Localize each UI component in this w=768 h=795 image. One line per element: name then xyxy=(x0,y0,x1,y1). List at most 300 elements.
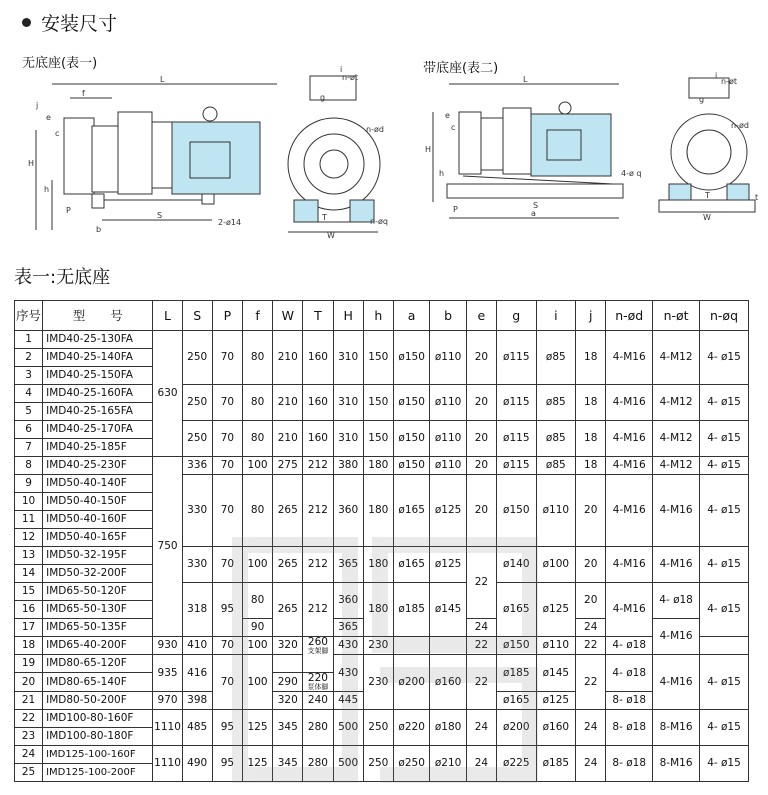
cell-T: 212 xyxy=(303,475,333,547)
cell-a: ø150 xyxy=(393,457,429,475)
drawing-with-base xyxy=(423,72,763,222)
row-number: 5 xyxy=(15,403,43,421)
section-heading xyxy=(22,9,117,36)
model-cell: IMD65-50-120F xyxy=(43,583,153,601)
cell-a: ø250 xyxy=(393,746,429,782)
row-number: 9 xyxy=(15,475,43,493)
model-cell: IMD40-25-170FA xyxy=(43,421,153,439)
cell-H: 360 xyxy=(333,583,363,619)
cell-nt: 4-M16 xyxy=(653,619,700,655)
table-row xyxy=(15,746,749,764)
svg-text:i: i xyxy=(340,65,343,74)
cell-h: 250 xyxy=(363,746,393,782)
cell-nq: 4- ø15 xyxy=(699,421,748,457)
cell-H: 380 xyxy=(333,457,363,475)
cell-nt: 4-M12 xyxy=(653,421,700,457)
model-cell: IMD40-25-140FA xyxy=(43,349,153,367)
cell-L: 930 xyxy=(153,637,182,655)
header-cell: L xyxy=(153,301,182,331)
svg-text:S: S xyxy=(533,201,539,210)
cell-S: 398 xyxy=(182,692,212,710)
svg-text:h: h xyxy=(439,169,445,178)
dimension-table xyxy=(14,300,749,782)
model-cell: IMD100-80-160F xyxy=(43,710,153,728)
cell-S: 485 xyxy=(182,710,212,746)
cell-nd: 4- ø18 xyxy=(606,655,653,692)
cell-H: 365 xyxy=(333,547,363,583)
cell-e: 20 xyxy=(466,475,496,547)
cell-S: 250 xyxy=(182,385,212,421)
cell-j: 22 xyxy=(576,655,606,710)
row-number: 15 xyxy=(15,583,43,601)
table-row xyxy=(15,421,749,439)
cell-e: 22 xyxy=(466,547,496,619)
model-cell: IMD40-25-150FA xyxy=(43,367,153,385)
cell-nd: 8- ø18 xyxy=(606,746,653,782)
model-cell: IMD50-40-165F xyxy=(43,529,153,547)
cell-f: 80 xyxy=(242,421,272,457)
model-cell: IMD50-40-140F xyxy=(43,475,153,493)
cell-S: 330 xyxy=(182,547,212,583)
model-cell: IMD40-25-185F xyxy=(43,439,153,457)
cell-i: ø110 xyxy=(536,637,576,655)
cell-T-value: 260 xyxy=(307,636,328,648)
table-row xyxy=(15,637,749,655)
cell-e: 20 xyxy=(466,385,496,421)
table-title: 表一:无底座 xyxy=(14,267,111,288)
cell-b: ø180 xyxy=(430,710,466,746)
row-number: 24 xyxy=(15,746,43,764)
cell-a: ø200 xyxy=(393,655,429,710)
svg-text:T: T xyxy=(322,213,327,222)
section-heading-text: 安装尺寸 xyxy=(41,13,118,35)
cell-L: 630 xyxy=(153,331,182,457)
cell-i: ø125 xyxy=(536,583,576,637)
cell-W: 345 xyxy=(273,710,303,746)
cell-L: 970 xyxy=(153,692,182,710)
svg-text:f: f xyxy=(82,89,85,98)
cell-e: 22 xyxy=(466,637,496,655)
svg-text:n-øt: n-øt xyxy=(721,77,737,86)
cell-W: 265 xyxy=(273,583,303,637)
cell-i: ø145 xyxy=(536,655,576,692)
cell-j: 22 xyxy=(576,637,606,655)
svg-text:L: L xyxy=(160,75,165,84)
svg-text:g: g xyxy=(699,95,705,104)
cell-nq: 4- ø15 xyxy=(699,385,748,421)
cell-nd: 4-M16 xyxy=(606,331,653,385)
cell-nd: 4-M16 xyxy=(606,421,653,457)
cell-T xyxy=(303,637,333,673)
cell-f: 100 xyxy=(242,637,272,655)
cell-f: 125 xyxy=(242,746,272,782)
cell-e: 24 xyxy=(466,746,496,782)
cell-P: 95 xyxy=(212,746,242,782)
cell-e: 20 xyxy=(466,421,496,457)
cell-T: 160 xyxy=(303,331,333,385)
cell-W: 265 xyxy=(273,547,303,583)
foot-note-bracket: 支架脚 xyxy=(307,647,329,655)
header-cell: j xyxy=(576,301,606,331)
cell-T: 212 xyxy=(303,583,333,637)
row-number: 21 xyxy=(15,692,43,710)
row-number: 13 xyxy=(15,547,43,565)
cell-j: 24 xyxy=(576,619,606,637)
cell-b: ø110 xyxy=(430,421,466,457)
cell-P: 95 xyxy=(212,710,242,746)
model-cell: IMD40-25-230F xyxy=(43,457,153,475)
cell-W: 210 xyxy=(273,385,303,421)
cell-W: 320 xyxy=(273,692,303,710)
table-row xyxy=(15,710,749,728)
cell-e: 20 xyxy=(466,331,496,385)
row-number: 18 xyxy=(15,637,43,655)
cell-i: ø125 xyxy=(536,692,576,710)
cell-i: ø100 xyxy=(536,547,576,583)
cell-j: 24 xyxy=(576,746,606,782)
model-cell: IMD50-32-195F xyxy=(43,547,153,565)
header-cell: f xyxy=(242,301,272,331)
cell-j: 18 xyxy=(576,421,606,457)
cell-nq: 4- ø15 xyxy=(699,475,748,547)
cell-b: ø110 xyxy=(430,331,466,385)
row-number: 16 xyxy=(15,601,43,619)
svg-text:4-ø q: 4-ø q xyxy=(621,169,642,178)
cell-T: 160 xyxy=(303,385,333,421)
cell-nt: 4-M12 xyxy=(653,457,700,475)
cell-nt: 4-M16 xyxy=(653,655,700,710)
cell-nd: 4-M16 xyxy=(606,547,653,583)
table-row xyxy=(15,583,749,601)
svg-text:a: a xyxy=(531,209,536,218)
header-cell: 序号 xyxy=(15,301,43,331)
svg-text:H: H xyxy=(28,159,35,168)
cell-j: 18 xyxy=(576,331,606,385)
foot-note-body: 泵体脚 xyxy=(307,683,329,691)
svg-text:W: W xyxy=(327,231,335,240)
table-header-row xyxy=(15,301,749,331)
cell-nq xyxy=(699,637,748,655)
cell-b: ø210 xyxy=(430,746,466,782)
cell-P: 70 xyxy=(212,457,242,475)
cell-nt: 8-M16 xyxy=(653,746,700,782)
cell-W: 320 xyxy=(273,637,303,655)
row-number: 12 xyxy=(15,529,43,547)
cell-L: 1110 xyxy=(153,746,182,782)
svg-text:e: e xyxy=(445,111,450,120)
cell-i: ø160 xyxy=(536,710,576,746)
svg-text:P: P xyxy=(66,206,71,215)
svg-text:c: c xyxy=(55,129,60,138)
cell-nd: 4- ø18 xyxy=(606,637,653,655)
row-number: 20 xyxy=(15,673,43,692)
header-cell: W xyxy=(273,301,303,331)
svg-text:h: h xyxy=(44,185,50,194)
cell-T xyxy=(303,673,333,692)
cell-e: 22 xyxy=(466,655,496,710)
cell-W: 290 xyxy=(273,673,303,692)
header-cell: 型 号 xyxy=(43,301,153,331)
cell-a: ø220 xyxy=(393,710,429,746)
cell-i: ø85 xyxy=(536,457,576,475)
row-number: 25 xyxy=(15,764,43,782)
model-cell: IMD40-25-130FA xyxy=(43,331,153,349)
header-cell: T xyxy=(303,301,333,331)
cell-a: ø150 xyxy=(393,331,429,385)
cell-g: ø165 xyxy=(496,583,536,637)
cell-nt: 4-M16 xyxy=(653,547,700,583)
cell-e: 24 xyxy=(466,710,496,746)
cell-f: 80 xyxy=(242,583,272,619)
cell-nq: 4- ø15 xyxy=(699,331,748,385)
header-cell: P xyxy=(212,301,242,331)
row-number: 8 xyxy=(15,457,43,475)
cell-j: 24 xyxy=(576,710,606,746)
cell-W xyxy=(273,655,303,673)
cell-H: 430 xyxy=(333,655,363,692)
cell-b: ø110 xyxy=(430,457,466,475)
svg-text:i: i xyxy=(715,71,718,80)
cell-i: ø85 xyxy=(536,385,576,421)
svg-text:n-øt: n-øt xyxy=(342,73,358,82)
svg-text:P: P xyxy=(453,205,458,214)
cell-T: 280 xyxy=(303,710,333,746)
model-cell: IMD80-65-120F xyxy=(43,655,153,673)
cell-P: 95 xyxy=(212,583,242,637)
header-cell: n-øq xyxy=(699,301,748,331)
cell-g: ø140 xyxy=(496,547,536,583)
cell-i: ø110 xyxy=(536,475,576,547)
svg-text:t: t xyxy=(755,193,759,202)
cell-S: 250 xyxy=(182,421,212,457)
cell-nt: 4-M12 xyxy=(653,385,700,421)
cell-a: ø165 xyxy=(393,547,429,583)
cell-f: 100 xyxy=(242,655,272,710)
cell-e: 24 xyxy=(466,619,496,637)
cell-W: 265 xyxy=(273,475,303,547)
cell-h: 180 xyxy=(363,475,393,547)
svg-text:2-ø14: 2-ø14 xyxy=(218,218,242,227)
cell-h: 230 xyxy=(363,637,393,655)
svg-text:g: g xyxy=(320,93,326,102)
cell-H: 365 xyxy=(333,619,363,637)
cell-T: 280 xyxy=(303,746,333,782)
model-cell: IMD65-50-130F xyxy=(43,601,153,619)
cell-nq: 4- ø15 xyxy=(699,457,748,475)
cell-b: ø125 xyxy=(430,475,466,547)
table-row xyxy=(15,475,749,493)
cell-h: 180 xyxy=(363,547,393,583)
cell-nt: 4- ø18 xyxy=(653,583,700,619)
cell-j: 20 xyxy=(576,583,606,619)
model-cell: IMD65-40-200F xyxy=(43,637,153,655)
cell-S: 250 xyxy=(182,331,212,385)
cell-a: ø150 xyxy=(393,385,429,421)
cell-f: 90 xyxy=(242,619,272,637)
model-cell: IMD50-40-150F xyxy=(43,493,153,511)
cell-h: 150 xyxy=(363,385,393,421)
model-cell: IMD100-80-180F xyxy=(43,728,153,746)
header-cell: H xyxy=(333,301,363,331)
cell-nq: 4- ø15 xyxy=(699,547,748,583)
cell-H: 430 xyxy=(333,637,363,655)
cell-g: ø150 xyxy=(496,475,536,547)
cell-a: ø165 xyxy=(393,475,429,547)
cell-W: 210 xyxy=(273,421,303,457)
cell-b: ø145 xyxy=(430,583,466,637)
cell-h: 180 xyxy=(363,457,393,475)
cell-nd: 8- ø18 xyxy=(606,710,653,746)
drawing-no-base xyxy=(22,65,402,240)
cell-a: ø150 xyxy=(393,421,429,457)
table-row xyxy=(15,331,749,349)
cell-g: ø225 xyxy=(496,746,536,782)
row-number: 17 xyxy=(15,619,43,637)
table-row xyxy=(15,457,749,475)
cell-h: 230 xyxy=(363,655,393,710)
cell-P: 70 xyxy=(212,547,242,583)
cell-g: ø150 xyxy=(496,637,536,655)
cell-S: 318 xyxy=(182,583,212,637)
cell-j: 20 xyxy=(576,475,606,547)
cell-f: 80 xyxy=(242,475,272,547)
cell-H: 500 xyxy=(333,746,363,782)
model-cell: IMD125-100-160F xyxy=(43,746,153,764)
cell-e: 20 xyxy=(466,457,496,475)
header-cell: e xyxy=(466,301,496,331)
cell-H: 310 xyxy=(333,421,363,457)
cell-b: ø160 xyxy=(430,655,466,710)
cell-T-value: 220 xyxy=(307,672,328,684)
cell-nq: 4- ø15 xyxy=(699,746,748,782)
cell-i: ø85 xyxy=(536,331,576,385)
cell-P: 70 xyxy=(212,655,242,710)
cell-g: ø185 xyxy=(496,655,536,692)
cell-H: 360 xyxy=(333,475,363,547)
cell-nq: 4- ø15 xyxy=(699,710,748,746)
cell-nt: 4-M16 xyxy=(653,475,700,547)
table-row xyxy=(15,655,749,673)
cell-i: ø85 xyxy=(536,421,576,457)
cell-h: 150 xyxy=(363,331,393,385)
cell-f: 80 xyxy=(242,385,272,421)
cell-g: ø165 xyxy=(496,692,536,710)
cell-S: 416 xyxy=(182,655,212,692)
cell-i: ø185 xyxy=(536,746,576,782)
cell-f: 80 xyxy=(242,331,272,385)
cell-b: ø125 xyxy=(430,547,466,583)
cell-f: 100 xyxy=(242,457,272,475)
svg-text:n-ød: n-ød xyxy=(366,125,384,134)
row-number: 14 xyxy=(15,565,43,583)
cell-P: 70 xyxy=(212,421,242,457)
cell-g: ø115 xyxy=(496,331,536,385)
bullet-icon xyxy=(22,18,31,27)
cell-T: 160 xyxy=(303,421,333,457)
cell-S: 336 xyxy=(182,457,212,475)
cell-T: 212 xyxy=(303,547,333,583)
cell-H: 310 xyxy=(333,331,363,385)
cell-W: 275 xyxy=(273,457,303,475)
table-row xyxy=(15,547,749,565)
cell-H: 445 xyxy=(333,692,363,710)
caption-with-base: 带底座(表二) xyxy=(423,61,499,76)
row-number: 1 xyxy=(15,331,43,349)
table-row xyxy=(15,385,749,403)
model-cell: IMD40-25-165FA xyxy=(43,403,153,421)
cell-S: 490 xyxy=(182,746,212,782)
row-number: 10 xyxy=(15,493,43,511)
row-number: 22 xyxy=(15,710,43,728)
cell-nq: 4- ø15 xyxy=(699,583,748,637)
header-cell: g xyxy=(496,301,536,331)
cell-L: 750 xyxy=(153,457,182,637)
svg-text:c: c xyxy=(451,123,456,132)
cell-f: 100 xyxy=(242,547,272,583)
cell-L: 935 xyxy=(153,655,182,692)
header-cell: b xyxy=(430,301,466,331)
cell-S: 330 xyxy=(182,475,212,547)
cell-T: 212 xyxy=(303,457,333,475)
cell-nt: 8-M16 xyxy=(653,710,700,746)
svg-text:T: T xyxy=(705,191,710,200)
header-cell: n-ød xyxy=(606,301,653,331)
svg-text:j: j xyxy=(36,101,39,110)
model-cell: IMD125-100-200F xyxy=(43,764,153,782)
cell-j: 18 xyxy=(576,457,606,475)
header-cell: a xyxy=(393,301,429,331)
svg-text:W: W xyxy=(703,213,711,222)
cell-nd: 4-M16 xyxy=(606,385,653,421)
header-cell: n-øt xyxy=(653,301,700,331)
cell-nd: 4-M16 xyxy=(606,583,653,637)
row-number: 4 xyxy=(15,385,43,403)
row-number: 2 xyxy=(15,349,43,367)
cell-P: 70 xyxy=(212,475,242,547)
svg-text:n-ød: n-ød xyxy=(731,121,749,130)
cell-nt: 4-M12 xyxy=(653,331,700,385)
cell-nq: 4- ø15 xyxy=(699,655,748,710)
svg-text:H: H xyxy=(425,145,432,154)
cell-g: ø115 xyxy=(496,421,536,457)
cell-j: 18 xyxy=(576,385,606,421)
cell-j: 20 xyxy=(576,547,606,583)
cell-P: 70 xyxy=(212,637,242,655)
cell-f: 125 xyxy=(242,710,272,746)
cell-W: 345 xyxy=(273,746,303,782)
model-cell: IMD80-65-140F xyxy=(43,673,153,692)
svg-text:L: L xyxy=(523,75,528,84)
cell-h: 250 xyxy=(363,710,393,746)
cell-S: 410 xyxy=(182,637,212,655)
cell-P: 70 xyxy=(212,385,242,421)
cell-a xyxy=(393,637,429,655)
cell-L: 1110 xyxy=(153,710,182,746)
model-cell: IMD80-50-200F xyxy=(43,692,153,710)
cell-g: ø200 xyxy=(496,710,536,746)
header-cell: i xyxy=(536,301,576,331)
svg-text:n-øq: n-øq xyxy=(370,217,388,226)
cell-H: 310 xyxy=(333,385,363,421)
caption-no-base: 无底座(表一) xyxy=(22,56,98,71)
cell-H: 500 xyxy=(333,710,363,746)
svg-text:b: b xyxy=(96,225,102,234)
cell-T: 240 xyxy=(303,692,333,710)
model-cell: IMD65-50-135F xyxy=(43,619,153,637)
cell-P: 70 xyxy=(212,331,242,385)
cell-b: ø110 xyxy=(430,385,466,421)
header-cell: h xyxy=(363,301,393,331)
